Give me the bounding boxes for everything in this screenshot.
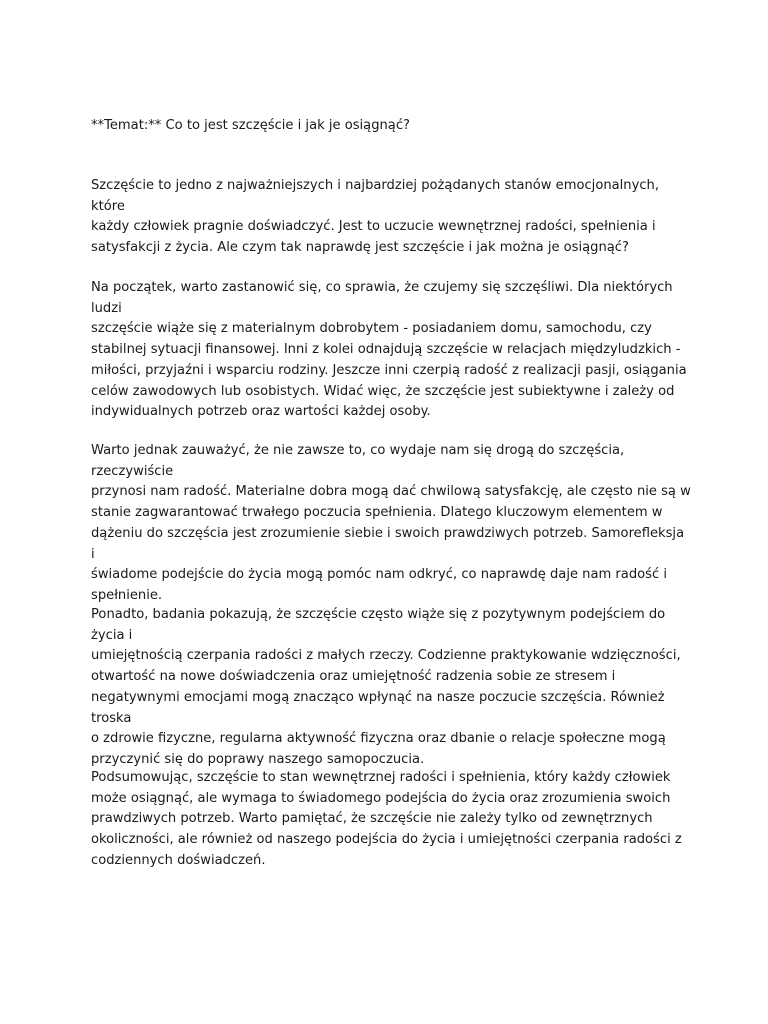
paragraph-sources-of-happiness: Na początek, warto zastanowić się, co sprawia, że czujemy się szczęśliwi. Dla niektórych ludzi szczęście wiąże się z materialnym dobrobytem - posiadaniem domu, samochodu, czy stabilnej sytuacji finansowej. Inni z kolei odnajdują szczęście w relacjach międzyludzkich - miłości, przyjaźni i wsparciu rodziny. Jeszcze inni czerpią radość z realizacji pasji, osiągania celów zawodowych lub osobistych. Widać więc, że szczęście jest subiektywne i zależy od indywidualnych potrzeb oraz wartości każdej osoby. — [91, 280, 687, 420]
document-heading: **Temat:** Co to jest szczęście i jak je osiągnąć? — [91, 118, 410, 133]
paragraph-positive-approach: Ponadto, badania pokazują, że szczęście często wiąże się z pozytywnym podejściem do życia i umiejętnością czerpania radości z małych rzeczy. Codzienne praktykowanie wdzięczności, otwartość na nowe doświadczenia oraz umiejętność radzenia sobie ze stresem i negatywnymi emocjami mogą znacząco wpłynąć na nasze poczucie szczęścia. Również troska o zdrowie fizyczne, regularna aktywność fizyczna oraz dbanie o relacje społeczne mogą przyczynić się do poprawy naszego samopoczucia. — [91, 607, 681, 767]
paragraph-summary: Podsumowując, szczęście to stan wewnętrznej radości i spełnienia, który każdy człowiek może osiągnąć, ale wymaga to świadomego podejścia do życia oraz zrozumienia swoich prawdziwych potrzeb. Warto pamiętać, że szczęście nie zależy tylko od zewnętrznych okoliczności, ale również od naszego podejścia do życia i umiejętności czerpania radości z codziennych doświadczeń. — [91, 770, 682, 868]
paragraph-introduction: Szczęście to jedno z najważniejszych i najbardziej pożądanych stanów emocjonalnych, które każdy człowiek pragnie doświadczyć. Jest to uczucie wewnętrznej radości, spełnienia i satysfakcji z życia. Ale czym tak naprawdę jest szczęście i jak można je osiągnąć? — [91, 178, 659, 256]
paragraph-self-understanding: Warto jednak zauważyć, że nie zawsze to, co wydaje nam się drogą do szczęścia, rzeczywiście przynosi nam radość. Materialne dobra mogą dać chwilową satysfakcję, ale często nie są w stanie zagwarantować trwałego poczucia spełnienia. Dlatego kluczowym elementem w dążeniu do szczęścia jest zrozumienie siebie i swoich prawdziwych potrzeb. Samorefleksja i świadome podejście do życia mogą pomóc nam odkryć, co naprawdę daje nam radość i spełnienie. — [91, 443, 691, 603]
